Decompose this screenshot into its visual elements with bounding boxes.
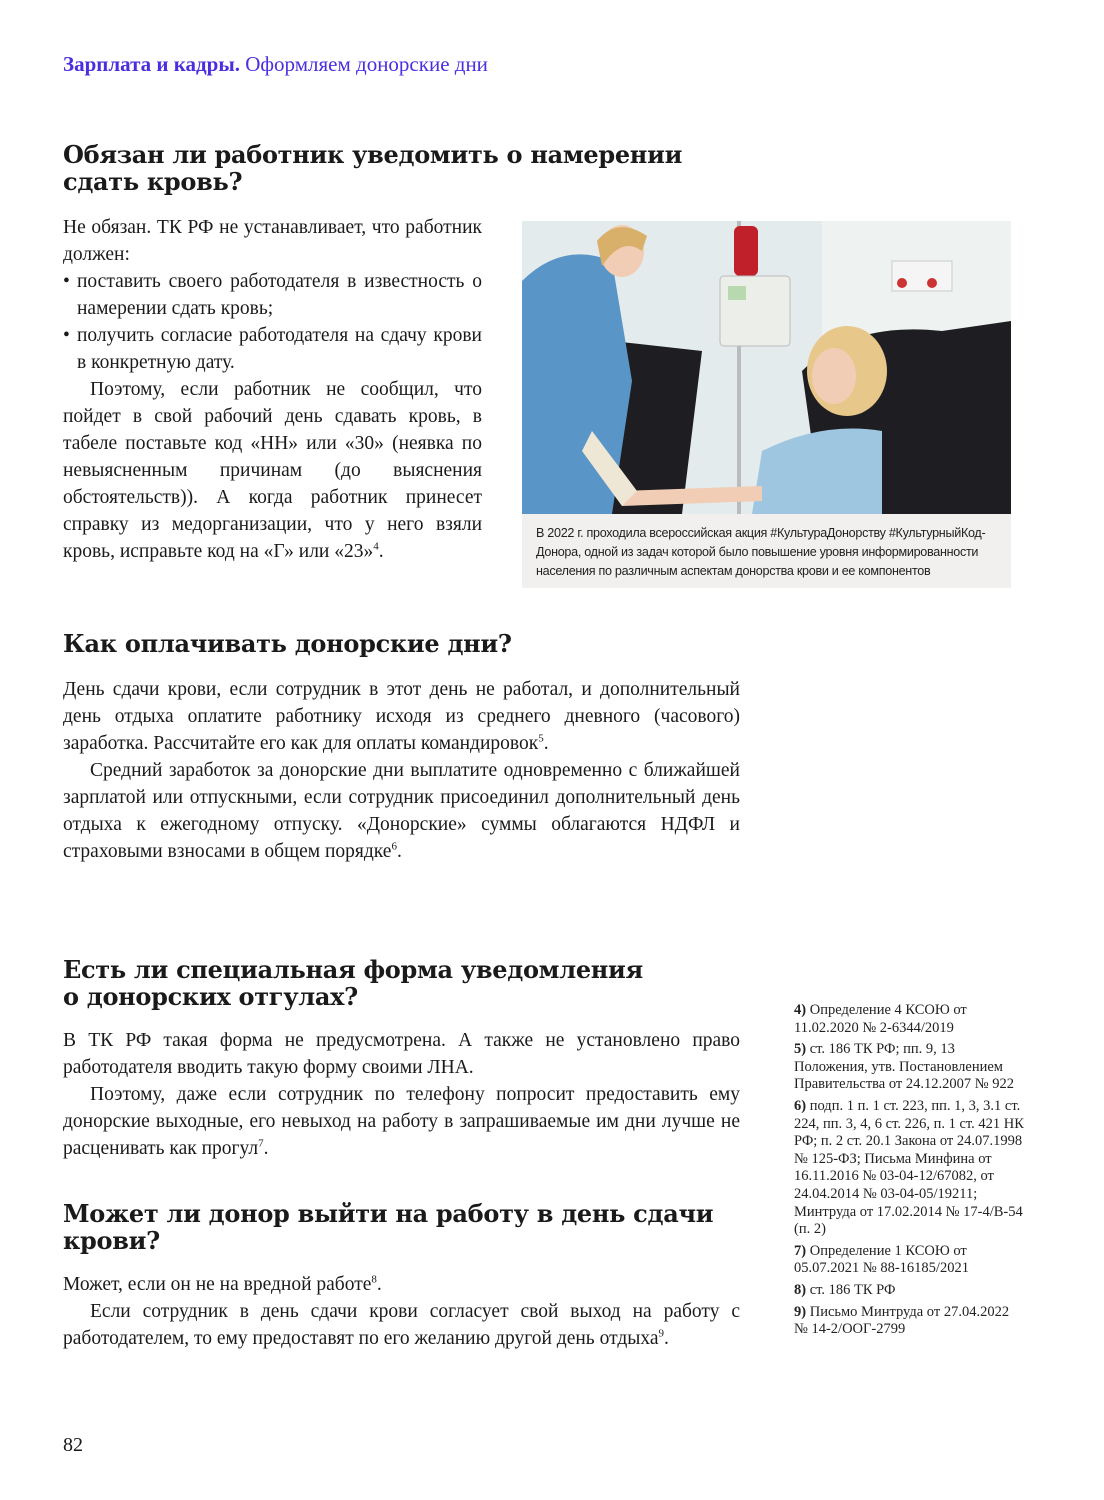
paragraph: Не обязан. ТК РФ не устанавливает, что работник должен: bbox=[63, 217, 482, 265]
footnote-ref[interactable]: 5 bbox=[538, 732, 544, 745]
paragraph-text: Может, если он не на вредной работе bbox=[63, 1274, 372, 1295]
section-title: Зарплата и кадры. bbox=[63, 52, 241, 76]
list-item: • получить согласие работодателя на сдачу крови в конкретную дату. bbox=[63, 322, 482, 376]
section-work-body bbox=[63, 1271, 740, 1352]
footnote-text: Определение 1 КСОЮ от 05.07.2021 № 88-16185/2021 bbox=[794, 1242, 969, 1277]
footnote-text: Письмо Минтруда от 27.04.2022 № 14-2/ООГ-2799 bbox=[794, 1303, 1010, 1338]
footnote-text: ст. 186 ТК РФ bbox=[809, 1281, 896, 1298]
paragraph: Может, если он не на вредной работе$^8$. bbox=[63, 1273, 382, 1295]
paragraph: День сдачи крови, если сотрудник в этот день не работал, и дополнительный день отдыха оплатите работнику исходя из среднего дневного (часового) заработка. Рассчитайте его как для оплаты командировок$^5$. bbox=[63, 679, 740, 754]
paragraph-text: Средний заработок за донорские дни выплатите одновременно с ближайшей зарплатой или отпускными, если сотрудник присоединил дополнительный день отдыха к ежегодному отпуску. «Донорские» суммы облагаются НДФЛ и страховыми взносами в общем порядке bbox=[63, 760, 740, 862]
running-header bbox=[63, 52, 488, 77]
paragraph-text: Поэтому, даже если сотрудник по телефону попросит предоставить ему донорские выходные, его невыход на работу в запрашиваемые им дни лучше не расценивать как прогул bbox=[63, 1084, 740, 1159]
bullet-list bbox=[63, 268, 482, 376]
paragraph: Средний заработок за донорские дни выплатите одновременно с ближайшей зарплатой или отпускными, если сотрудник присоединил дополнительный день отдыха к ежегодному отпуску. «Донорские» суммы облагаются НДФЛ и страховыми взносами в общем порядке$^6$. bbox=[63, 760, 740, 862]
heading-notify: Обязан ли работник уведомить о намерении сдать кровь? bbox=[63, 140, 683, 196]
footnote-5 bbox=[794, 1041, 1024, 1094]
footnote-ref[interactable]: 7 bbox=[258, 1137, 264, 1150]
paragraph: В ТК РФ такая форма не предусмотрена. А также не установлено право работодателя вводить такую форму своими ЛНА. bbox=[63, 1030, 740, 1078]
footnote-4 bbox=[794, 1002, 1024, 1037]
footnote-text: Определение 4 КСОЮ от 11.02.2020 № 2-6344/2019 bbox=[794, 1002, 967, 1036]
photo-caption: В 2022 г. проходила всероссийская акция #КультураДонорству #КультурныйКод-Донора, одной из задач которой было повышение уровня информированности населения по различным аспектам донорства крови и ее компонентов bbox=[522, 514, 1011, 588]
footnote-number: 7) bbox=[794, 1242, 807, 1259]
footnote-7 bbox=[794, 1243, 1024, 1278]
footnote-text: ст. 186 ТК РФ; пп. 9, 13 Положения, утв. Постановлением Правительства от 24.12.2007 № 922 bbox=[794, 1041, 1014, 1093]
section-payment-body bbox=[63, 676, 740, 865]
footnote-ref[interactable]: 9 bbox=[658, 1327, 665, 1340]
paragraph-text: День сдачи крови, если сотрудник в этот день не работал, и дополнительный день отдыха оплатите работнику исходя из среднего дневного (часового) заработка. Рассчитайте его как для оплаты командировок bbox=[63, 679, 740, 754]
footnote-6 bbox=[794, 1098, 1024, 1239]
footnote-number: 4) bbox=[794, 1002, 807, 1018]
section-notify-body bbox=[63, 214, 482, 565]
paragraph-text: Поэтому, если работник не сообщил, что пойдет в свой рабочий день сдавать кровь, в табеле поставьте код «НН» или «30» (неявка по невыясненным причинам (до выяснения обстоятельств)). А когда работник принесет справку из медорганизации, что у него взяли кровь, исправьте код на «Г» или «23» bbox=[63, 379, 482, 562]
photo-blood-donation bbox=[522, 221, 1011, 514]
footnote-ref[interactable]: 4 bbox=[373, 540, 379, 553]
paragraph: Если сотрудник в день сдачи крови согласует свой выход на работу с работодателем, то ему предоставят по его желанию другой день отдыха$^9$. bbox=[63, 1301, 740, 1349]
list-item: • поставить своего работодателя в известность о намерении сдать кровь; bbox=[63, 268, 482, 322]
footnote-ref[interactable]: 8 bbox=[371, 1273, 377, 1286]
section-form-body bbox=[63, 1027, 740, 1162]
heading-payment: Как оплачивать донорские дни? bbox=[63, 629, 512, 658]
heading-work-on-day: Может ли донор выйти на работу в день сдачи крови? bbox=[63, 1199, 714, 1255]
footnote-number: 9) bbox=[794, 1303, 807, 1320]
page-number: 82 bbox=[63, 1434, 83, 1456]
paragraph-text: Если сотрудник в день сдачи крови согласует свой выход на работу с работодателем, то ему предоставят по его желанию другой день отдыха bbox=[63, 1301, 740, 1349]
photo-illustration bbox=[522, 221, 1011, 514]
footnote-9 bbox=[794, 1304, 1024, 1339]
heading-form: Есть ли специальная форма уведомления о донорских отгулах? bbox=[63, 955, 643, 1011]
topic-title: Оформляем донорские дни bbox=[245, 52, 488, 76]
paragraph: Поэтому, даже если сотрудник по телефону попросит предоставить ему донорские выходные, его невыход на работу в запрашиваемые им дни лучше не расценивать как прогул$^7$. bbox=[63, 1084, 740, 1159]
footnote-ref[interactable]: 6 bbox=[391, 840, 397, 853]
footnotes bbox=[794, 1002, 1024, 1343]
footnote-8 bbox=[794, 1282, 1024, 1300]
footnote-number: 5) bbox=[794, 1041, 807, 1058]
paragraph: Поэтому, если работник не сообщил, что пойдет в свой рабочий день сдавать кровь, в табеле поставьте код «НН» или «30» (неявка по невыясненным причинам (до выяснения обстоятельств)). А когда работник принесет справку из медорганизации, что у него взяли кровь, исправьте код на «Г» или «23»$^4$. bbox=[63, 379, 482, 562]
footnote-text: подп. 1 п. 1 ст. 223, пп. 1, 3, 3.1 ст. 224, пп. 3, 4, 6 ст. 226, п. 1 ст. 421 НК РФ; п. 2 ст. 20.1 Закона от 24.07.1998 № 125-ФЗ; Письма Минфина от 16.11.2016 № 03-04-12/67082, от 24.04.2014 № 03-04-05/19211; Минтруда от 17.02.2014 № 17-4/В-54 (п. 2) bbox=[794, 1097, 1024, 1238]
footnote-number: 6) bbox=[794, 1097, 807, 1114]
footnote-number: 8) bbox=[794, 1281, 807, 1298]
